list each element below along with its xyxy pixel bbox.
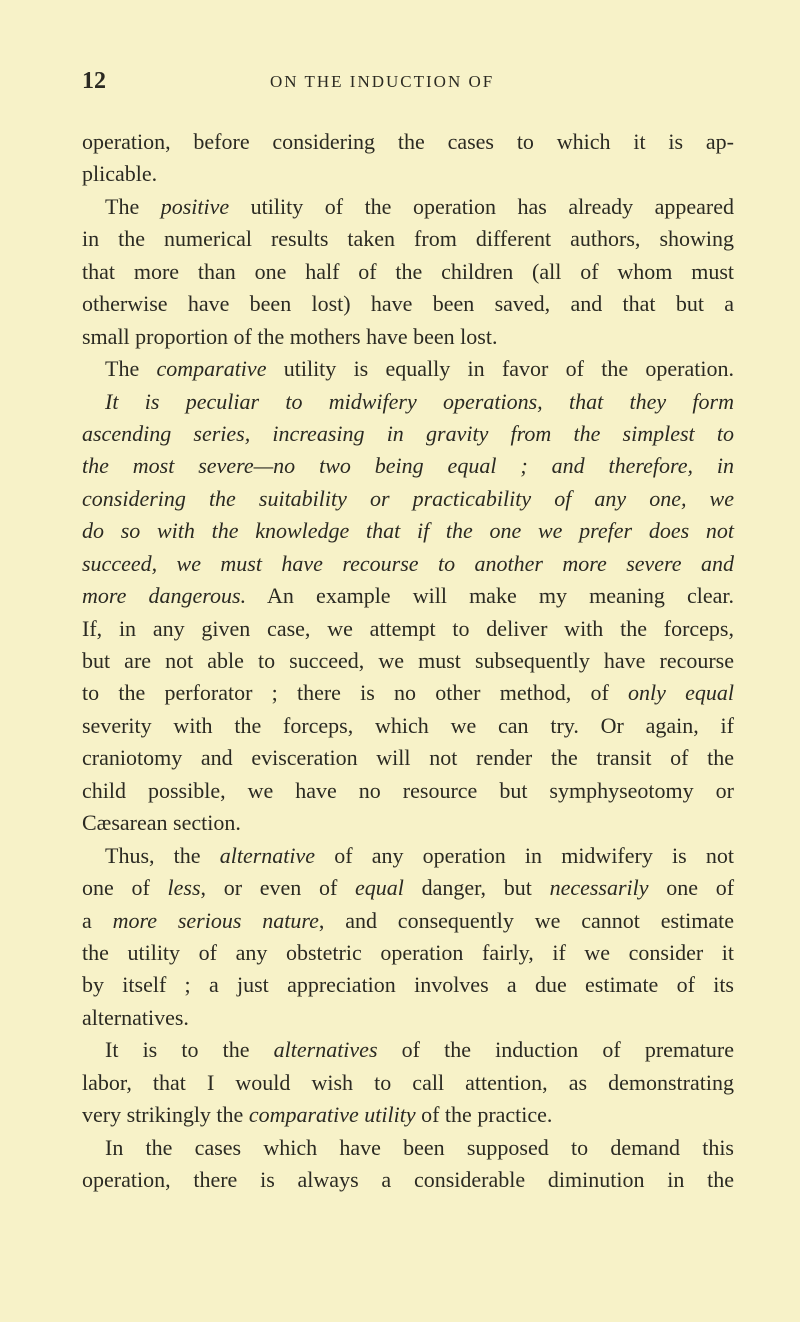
text-line (82, 580, 734, 612)
text-line (82, 1034, 734, 1066)
text-line (82, 905, 734, 937)
italic-text: ascending series, increasing in gravity from the simplest to (82, 420, 734, 446)
text-line (82, 872, 734, 904)
italic-text: succeed, we must have recourse to another more severe and (82, 550, 734, 576)
text-line (82, 418, 734, 450)
text-segment: but are not able to succeed, we must subsequently have recourse (82, 648, 734, 673)
italic-text: It is peculiar to midwifery operations, that they form (105, 388, 734, 414)
text-line (82, 353, 734, 385)
italic-text: more dangerous. (82, 583, 247, 609)
text-segment: craniotomy and evisceration will not render the transit of the (82, 745, 734, 771)
italic-text: only equal (628, 680, 734, 706)
text-line (82, 1099, 734, 1131)
text-segment: danger, but (403, 875, 550, 901)
italic-text: considering the suitability or practicability of any one, we (82, 485, 734, 511)
italic-text: equal (354, 875, 404, 901)
text-segment: by itself ; a just appreciation involves a due estimate of its (82, 972, 734, 998)
text-segment: In the cases which have been supposed to demand this (105, 1134, 734, 1160)
italic-text: the most severe—no two being equal ; and therefore, in (82, 453, 734, 479)
text-segment: one of (82, 875, 168, 901)
text-line (82, 321, 734, 353)
text-segment: of the practice. (415, 1102, 553, 1128)
text-segment: of any operation in midwifery is not (315, 842, 734, 868)
text-segment: The (105, 356, 157, 382)
text-line (82, 191, 734, 223)
text-segment: utility is equally in favor of the operation. (266, 356, 734, 382)
text-line (82, 710, 734, 742)
running-title: ON THE INDUCTION OF (270, 72, 495, 91)
text-segment: that more than one half of the children (all of whom must (82, 258, 734, 284)
text-segment: to the perforator ; there is no other method, of (82, 680, 628, 706)
text-line (82, 256, 734, 288)
italic-text: positive (160, 193, 230, 219)
text-segment: small proportion of the mothers have been lost. (82, 323, 498, 349)
text-segment: very strikingly the (82, 1102, 249, 1128)
text-segment: severity with the forceps, which we can try. Or again, if (82, 712, 734, 738)
text-segment: It is to the (105, 1037, 274, 1063)
text-line (82, 613, 734, 645)
text-segment: Cæsarean section. (82, 810, 241, 836)
text-segment: operation, before considering the cases to which it is ap- (82, 129, 734, 154)
italic-text: do so with the knowledge that if the one we prefer does not (82, 518, 734, 544)
page-number: 12 (82, 68, 106, 94)
text-line (82, 645, 734, 677)
text-line (82, 937, 734, 969)
text-line (82, 775, 734, 807)
text-segment: , and consequently we cannot estimate (318, 907, 734, 933)
text-line (82, 807, 734, 839)
italic-text: alternatives (273, 1037, 378, 1063)
text-line (82, 1067, 734, 1099)
italic-text: necessarily (549, 875, 649, 901)
text-segment: in the numerical results taken from different authors, showing (82, 226, 734, 252)
text-segment: the utility of any obstetric operation fairly, if we consider it (82, 939, 734, 965)
text-segment: utility of the operation has already appeared (229, 193, 734, 219)
text-line (82, 126, 734, 158)
text-segment: operation, there is always a considerable diminution in the (82, 1167, 734, 1192)
text-line (82, 158, 734, 190)
text-line (82, 548, 734, 580)
body-text (82, 126, 734, 1196)
text-segment: of the induction of premature (377, 1037, 734, 1063)
text-segment: otherwise have been lost) have been saved, and that but a (82, 291, 734, 317)
text-line (82, 288, 734, 320)
text-line (82, 969, 734, 1001)
text-segment: Thus, the (105, 842, 220, 868)
text-segment: labor, that I would wish to call attention, as demonstrating (82, 1069, 734, 1095)
italic-text: comparative utility (248, 1102, 416, 1128)
text-line (82, 742, 734, 774)
text-segment: An example will make my meaning clear. (246, 583, 734, 609)
italic-text: less (167, 875, 201, 901)
text-line (82, 450, 734, 482)
text-segment: child possible, we have no resource but symphyseotomy or (82, 777, 734, 803)
text-line (82, 677, 734, 709)
italic-text: more serious nature (112, 907, 319, 933)
text-line (82, 1132, 734, 1164)
text-line (82, 386, 734, 418)
text-segment: a (82, 907, 113, 933)
text-segment: alternatives. (82, 1004, 189, 1030)
text-line (82, 223, 734, 255)
text-segment: plicable. (82, 161, 158, 187)
text-line (82, 1164, 734, 1196)
text-line (82, 840, 734, 872)
text-line (82, 515, 734, 547)
italic-text: alternative (219, 842, 316, 868)
text-segment: one of (648, 875, 735, 901)
text-segment: , or even of (200, 875, 355, 901)
text-line (82, 1002, 734, 1034)
italic-text: comparative (156, 356, 267, 382)
text-segment: The (105, 193, 161, 219)
text-line (82, 483, 734, 515)
text-segment: If, in any given case, we attempt to deliver with the forceps, (82, 615, 734, 641)
